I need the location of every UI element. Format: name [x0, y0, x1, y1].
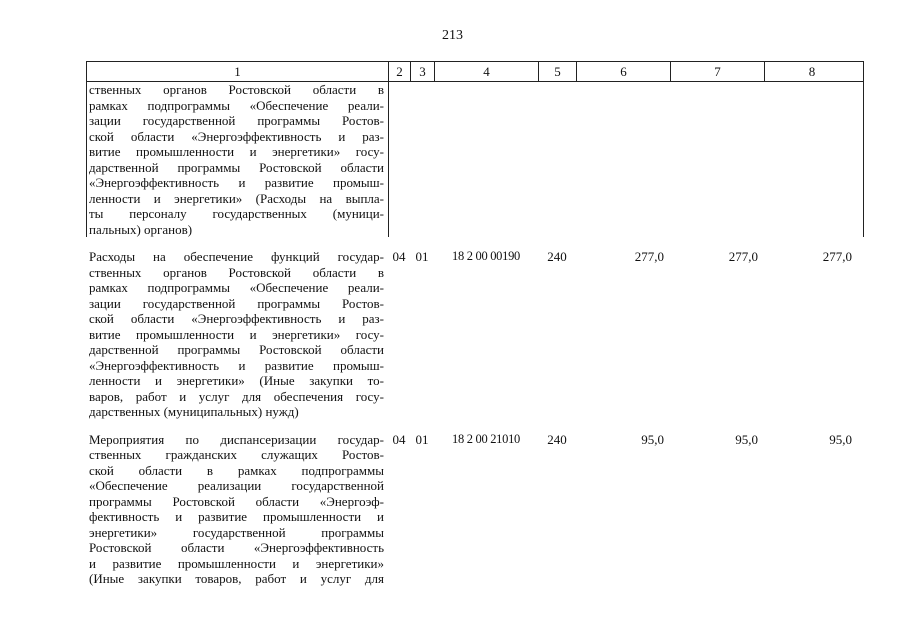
table-row [86, 249, 864, 420]
description-line: Расходы на обеспечение функций государ- [89, 249, 384, 264]
row-amount-col7: 277,0 [728, 249, 758, 264]
description-line: ленности и энергетики» (Расходы на выпла- [89, 190, 384, 206]
row-amount-col8: 95,0 [829, 431, 852, 447]
row-description [86, 249, 388, 420]
column-header-2: 2 [389, 62, 411, 81]
column-header-6: 6 [577, 62, 671, 81]
row-section-code: 04 [392, 249, 406, 264]
row-target-code: 18 2 00 21010 [452, 431, 520, 446]
description-line: ской области в рамках подпрограммы [89, 462, 384, 478]
row-amount-col6: 95,0 [641, 431, 664, 447]
table-body [86, 82, 864, 587]
description-line: программы Ростовской области «Энергоэф- [89, 493, 384, 509]
description-line: (Иные закупки товаров, работ и услуг для [89, 571, 384, 586]
description-line: ственных органов Ростовской области в [89, 264, 384, 280]
description-line: Мероприятия по диспансеризации государ- [89, 431, 384, 447]
column-header-8: 8 [808, 63, 816, 79]
row-description [86, 432, 388, 587]
description-line: зации государственной программы Ростов- [89, 295, 384, 311]
description-line: варов, работ и услуг для обеспечения госу- [89, 388, 384, 404]
description-line: ской области «Энергоэффективность и раз- [89, 128, 384, 144]
description-line: рамках подпрограммы «Обеспечение реали- [89, 97, 384, 113]
description-line: фективность и развитие промышленности и [89, 509, 384, 524]
column-header-7: 7 [671, 62, 765, 81]
description-line: пальных) органов) [89, 221, 193, 237]
description-line: ственных гражданских служащих Ростов- [89, 447, 384, 462]
description-line: «Энергоэффективность и развитие промыш- [89, 175, 384, 190]
row-subsection-code: 01 [415, 431, 429, 447]
row-subsection-code: 01 [415, 249, 429, 264]
table-column-header-row [86, 61, 864, 82]
table-row [86, 82, 864, 237]
column-header-3: 3 [411, 62, 435, 81]
description-line: ственных органов Ростовской области в [89, 82, 384, 97]
row-section-code: 04 [392, 431, 406, 447]
description-line: и развитие промышленности и энергетики» [89, 555, 384, 571]
description-line: витие промышленности и энергетики» госу- [89, 326, 384, 342]
description-line: «Энергоэффективность и развитие промыш- [89, 357, 384, 373]
description-line: энергетики» государственной программы [89, 524, 384, 540]
description-line: Ростовской области «Энергоэффективность [89, 540, 384, 555]
row-description [86, 82, 388, 237]
row-amount-col6: 277,0 [634, 249, 664, 264]
description-line: зации государственной программы Ростов- [89, 113, 384, 128]
description-line: ты персоналу государственных (муници- [89, 206, 384, 221]
row-expense-type: 240 [547, 249, 567, 264]
column-header-5: 5 [539, 62, 577, 81]
description-line: ской области «Энергоэффективность и раз- [89, 311, 384, 326]
description-line: дарственной программы Ростовской области [89, 342, 384, 357]
row-amount-col7: 95,0 [735, 431, 758, 447]
description-line: дарственных (муниципальных) нужд) [89, 404, 299, 419]
page-number: 213 [442, 28, 463, 43]
column-header-1: 1 [87, 62, 389, 81]
row-expense-type: 240 [547, 431, 567, 447]
description-line: дарственной программы Ростовской области [89, 159, 384, 175]
column-header-4: 4 [435, 62, 539, 81]
description-line: «Обеспечение реализации государственной [89, 478, 384, 493]
row-amount-col8: 277,0 [822, 249, 852, 264]
description-line: рамках подпрограммы «Обеспечение реали- [89, 280, 384, 295]
table-row [86, 432, 864, 587]
description-line: витие промышленности и энергетики» госу- [89, 144, 384, 159]
row-target-code: 18 2 00 00190 [452, 249, 520, 263]
description-line: ленности и энергетики» (Иные закупки то- [89, 373, 384, 388]
